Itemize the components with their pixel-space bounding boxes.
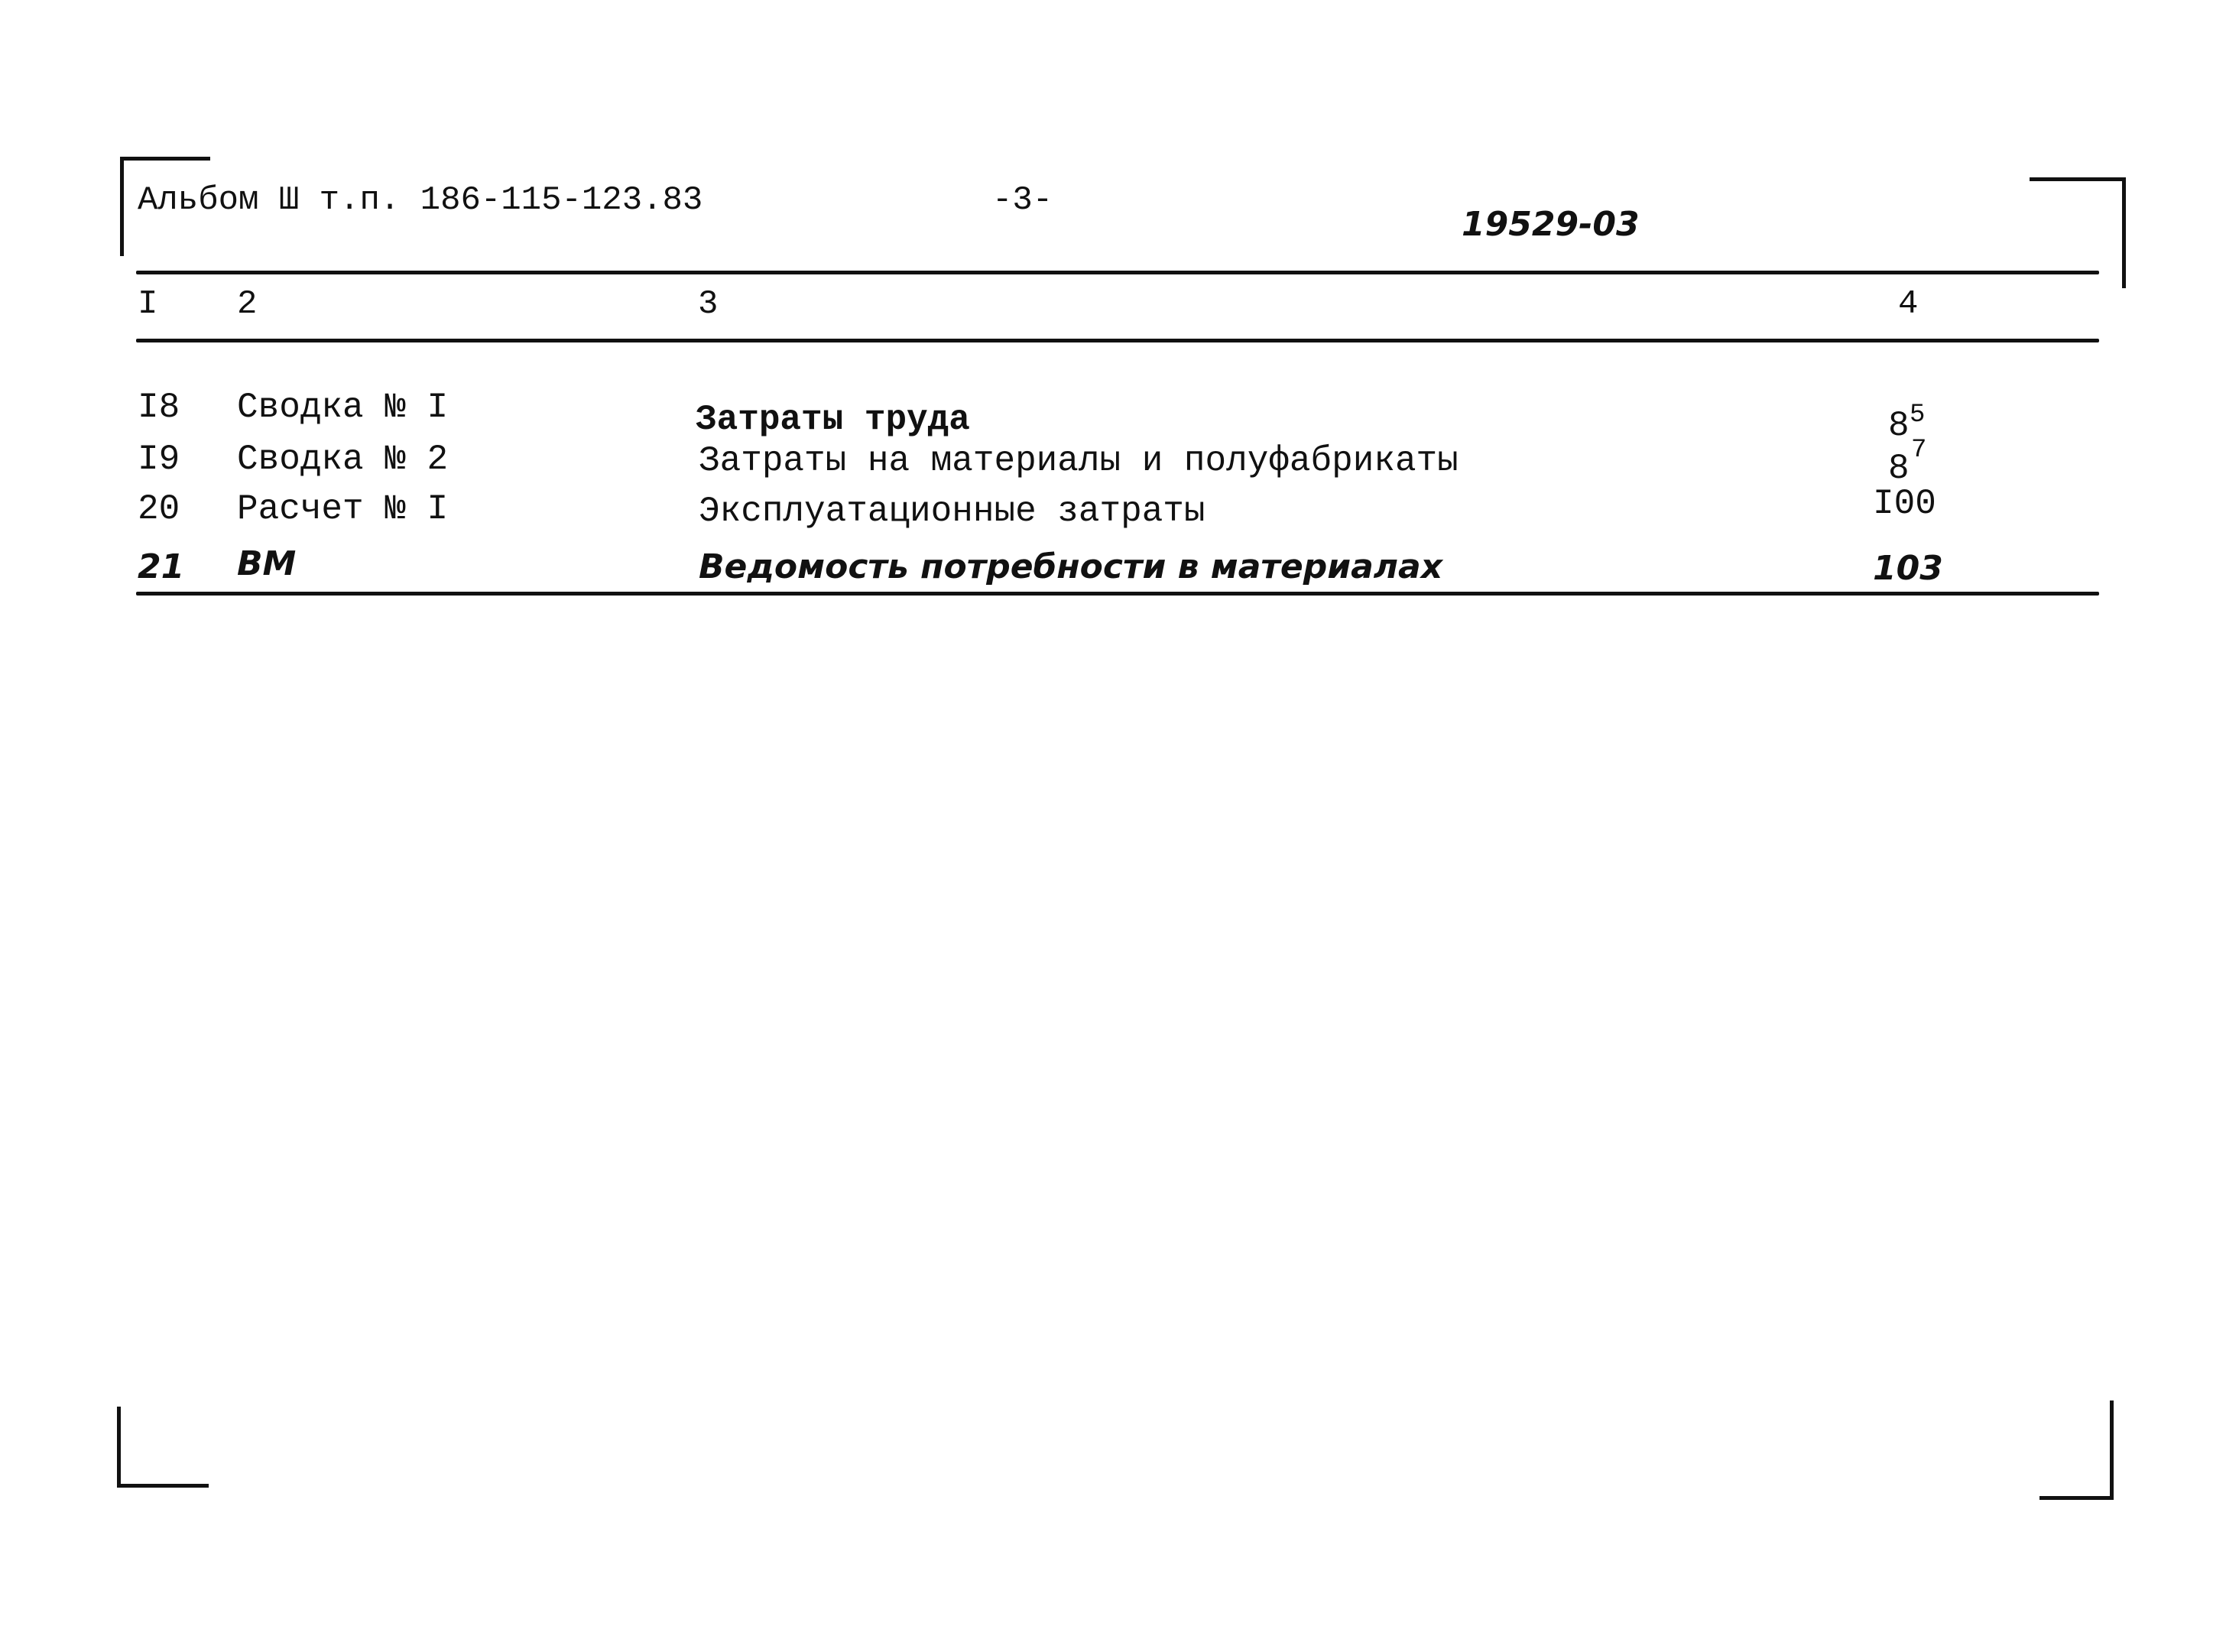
row-title: Эксплуатационные затраты	[699, 492, 1205, 531]
row-number: I9	[138, 440, 180, 479]
row-code: Расчет № I	[237, 489, 449, 529]
row-page	[1888, 406, 1910, 446]
row-page	[1888, 451, 1910, 486]
frame-corner-bottom-left-horizontal	[117, 1484, 209, 1488]
column-header-2: 2	[237, 285, 258, 323]
row-title: Затраты на материалы и полуфабрикаты	[699, 441, 1459, 481]
frame-corner-bottom-left-vertical	[117, 1407, 121, 1487]
row-page-main: 8	[1888, 406, 1910, 446]
table-top-rule	[136, 271, 2099, 274]
frame-corner-top-left-vertical	[120, 157, 124, 256]
row-page-main: 8	[1888, 449, 1910, 488]
row-number: I8	[138, 388, 180, 427]
row-page-superscript: 5	[1910, 401, 1926, 430]
page-number: -3-	[992, 181, 1053, 219]
row-title: Затраты труда	[696, 400, 970, 440]
column-header-3: 3	[698, 285, 719, 323]
album-reference: Альбом Ш т.п. 186-115-123.83	[138, 181, 703, 219]
row-page-superscript: 7	[1911, 436, 1927, 465]
frame-corner-top-right-horizontal	[2030, 177, 2125, 181]
row-page: I00	[1873, 484, 1936, 524]
row-page: 103	[1873, 549, 1943, 588]
row-number: 20	[138, 489, 180, 529]
row-number: 21	[138, 547, 185, 586]
column-header-rule	[136, 339, 2099, 342]
row-code: Сводка № I	[237, 388, 449, 427]
table-bottom-rule	[136, 592, 2099, 596]
column-header-1: I	[138, 285, 158, 323]
row-code: ВМ	[237, 544, 297, 583]
frame-corner-top-left-horizontal	[122, 157, 210, 161]
frame-corner-bottom-right-vertical	[2110, 1400, 2114, 1500]
row-title: Ведомость потребности в материалах	[699, 547, 1443, 586]
column-header-4: 4	[1898, 285, 1919, 323]
inventory-number: 19529-03	[1462, 205, 1640, 244]
frame-corner-top-right-vertical	[2122, 177, 2126, 288]
row-code: Сводка № 2	[237, 440, 449, 479]
frame-corner-bottom-right-horizontal	[2039, 1496, 2114, 1500]
